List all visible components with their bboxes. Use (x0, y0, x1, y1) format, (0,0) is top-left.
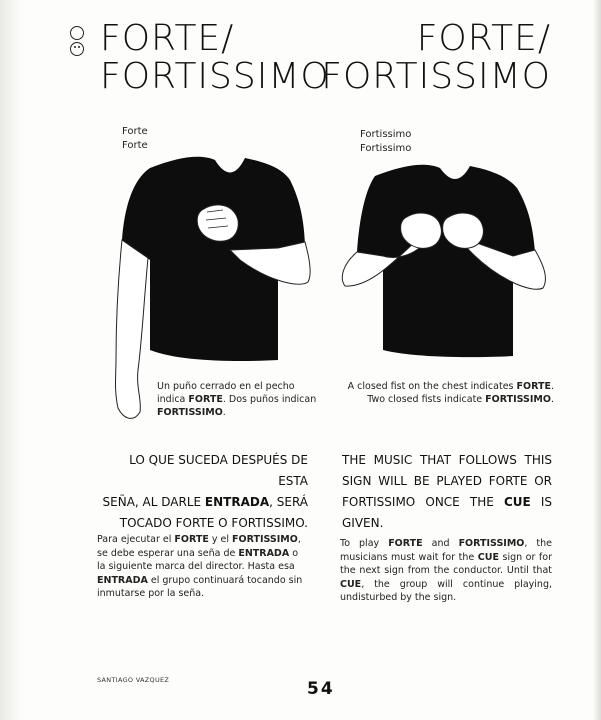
note-text: A closed fist on the chest indicates (347, 381, 517, 392)
body-text: To play (340, 538, 389, 549)
note-text: . (550, 381, 554, 392)
note-left (157, 380, 327, 419)
note-text: . (550, 394, 554, 405)
note-text: Un puño cerrado en el pecho (157, 381, 295, 392)
body-keyword: FORTE (388, 538, 423, 549)
summary-text: IS GIVEN. (342, 495, 552, 530)
body-keyword: ENTRADA (97, 574, 148, 586)
title-left-line2: FORTISSIMO (100, 56, 330, 97)
body-text: y el (208, 534, 233, 545)
footer-author: SANTIAGO VAZQUEZ (97, 676, 170, 684)
summary-right (342, 450, 552, 534)
body-text: and (422, 538, 459, 549)
face-icon (70, 42, 84, 56)
body-keyword: FORTE (174, 534, 209, 545)
note-text: indica (157, 394, 189, 405)
body-keyword: CUE (340, 578, 362, 590)
figure-caption-fortissimo (360, 128, 411, 156)
note-right (340, 380, 554, 406)
summary-text: , SERÁ (269, 495, 308, 509)
note-text: Two closed fists indicate (367, 394, 486, 405)
summary-left (100, 450, 308, 534)
body-text: sign or for the next sign from the conductor. Until that (340, 551, 552, 576)
body-text: o la siguiente marca del director. Hasta esa (97, 547, 299, 572)
body-text: , the musicians must wait for the (340, 538, 552, 563)
figure-caption-forte (122, 125, 148, 153)
body-text: , the group will continue playing, undisturbed by the sign. (340, 578, 552, 603)
note-keyword: FORTE (516, 381, 551, 392)
body-keyword: FORTISSIMO (232, 534, 298, 545)
page-number: 54 (307, 679, 335, 699)
caption-line: Fortissimo (360, 143, 412, 154)
caption-line: Fortissimo (360, 129, 412, 140)
body-text: , se debe esperar una seña de (97, 534, 301, 559)
body-keyword: ENTRADA (238, 547, 290, 559)
body-keyword: CUE (477, 551, 499, 563)
summary-text: TOCADO FORTE O FORTISSIMO. (119, 516, 308, 530)
circle-icon (70, 26, 84, 40)
summary-keyword: CUE (503, 495, 531, 509)
caption-line: Forte (122, 126, 148, 137)
summary-text: THE MUSIC THAT FOLLOWS THIS SIGN WILL BE PLAYED FORTE OR FORTISSIMO ONCE THE (342, 453, 552, 509)
body-text-left (97, 533, 307, 601)
body-text: Para ejecutar el (97, 534, 175, 545)
title-right-line1: FORTE/ (416, 18, 551, 59)
body-text-right (340, 537, 552, 605)
caption-line: Forte (122, 140, 148, 151)
note-keyword: FORTISSIMO (157, 407, 223, 418)
note-text: . (222, 407, 226, 418)
fortissimo-sign-illustration (335, 160, 560, 385)
summary-keyword: ENTRADA (204, 495, 270, 509)
note-text: . Dos puños indican (222, 394, 317, 405)
title-left-line1: FORTE/ (100, 18, 235, 59)
summary-text: LO QUE SUCEDA DESPUÉS DE ESTA (129, 453, 308, 488)
scan-edge-right (593, 0, 601, 720)
scan-edge-left (0, 0, 22, 720)
note-keyword: FORTE (188, 394, 223, 405)
body-text: el grupo continuará tocando sin inmutarse por la seña. (97, 574, 303, 599)
summary-text: SEÑA, AL DARLE (102, 495, 205, 509)
body-keyword: FORTISSIMO (458, 538, 525, 549)
note-keyword: FORTISSIMO (485, 394, 551, 405)
title-right-line2: FORTISSIMO (321, 56, 551, 97)
